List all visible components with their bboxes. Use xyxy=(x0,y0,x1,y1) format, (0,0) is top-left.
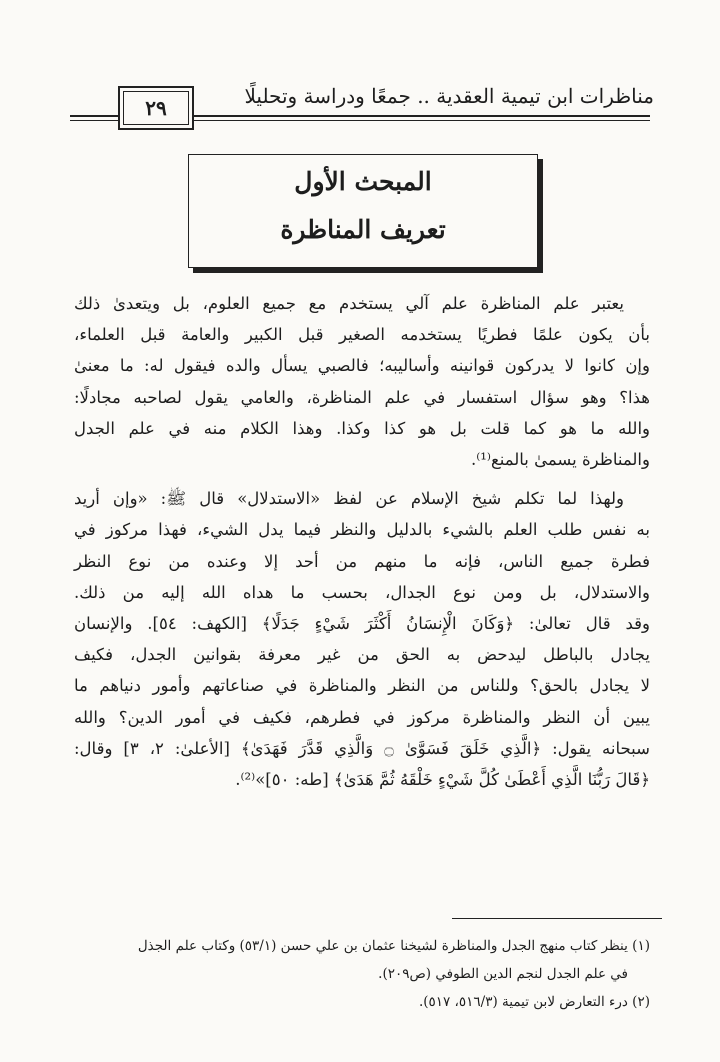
footnotes xyxy=(76,932,650,1016)
text-line: بأن يكون علمًا فطريًا يستخدمه الصغير قبل الكبير والعامة قبل العلماء، xyxy=(74,325,650,345)
text-line: يجادل بالباطل ليدحض به الحق من غير معرفة بقوانين الجدل، فكيف xyxy=(74,645,650,665)
footnote-separator xyxy=(452,918,662,919)
text-line: سبحانه يقول: ﴿الَّذِي خَلَقَ فَسَوَّىٰ ۝ وَالَّذِي قَدَّرَ فَهَدَىٰ﴾ [الأعلىٰ: ٢، ٣] وقال: xyxy=(74,738,650,758)
text-line: والمناظرة يسمىٰ بالمنع⁽¹⁾. xyxy=(470,450,650,470)
text-line: به نفس طلب العلم بالشيء بالدليل والنظر فيما يدل الشيء، فهذا مركوز في xyxy=(74,520,650,540)
text-line: يعتبر علم المناظرة علم آلي يستخدم مع جميع العلوم، بل ويتعدىٰ ذلك xyxy=(74,294,624,313)
text-line: هذا؟ وهو سؤال استفسار في علم المناظرة، والعامي يقول لصاحبه مجادلًا: xyxy=(74,387,650,407)
text-line: والاستدلال، بل ومن نوع الجدال، بحسب ما هداه الله إليه من ذلك. xyxy=(74,582,650,602)
text-line: ولهذا لما تكلم شيخ الإسلام عن لفظ «الاستدلال» قال ﷺ: «وإن أريد xyxy=(74,489,624,509)
text-line: يبين أن النظر والمناظرة مركوز في فطرهم، فكيف في أمور الدين؟ والله xyxy=(74,707,650,727)
section-subtitle: تعريف المناظرة xyxy=(280,215,446,244)
text-line: لا يجادل بالحق؟ وللناس من النظر والمناظرة في صناعاتهم وأمور دنياهم ما xyxy=(74,676,650,696)
page-number-frame xyxy=(118,86,194,130)
text-line: وإن كانوا لا يدركون قوانينه وأساليبه؛ فالصبي يسأل والده فيقول له: ما معنىٰ xyxy=(74,356,650,376)
footnote-1: (١) ينظر كتاب منهج الجدل والمناظرة لشيخنا عثمان بن علي حسن (٥٣/١) وكتاب علم الجذل xyxy=(137,938,650,954)
section-heading-box xyxy=(188,154,538,268)
text-line: فطرة جميع الناس، فإنه ما منهم من أحد إلا وعنده من نوع النظر xyxy=(74,551,650,571)
page-number: ٢٩ xyxy=(145,96,167,120)
text-line: والله ما هو كما قلت بل هو كذا وكذا. وهذا الكلام منه في علم الجدل xyxy=(74,418,650,438)
text-line: وقد قال تعالىٰ: ﴿وَكَانَ الْإِنسَانُ أَكْثَرَ شَيْءٍ جَدَلًا﴾ [الكهف: ٥٤]. والإنسان xyxy=(74,614,650,634)
body-text xyxy=(74,288,650,795)
footnote-2: (٢) درء التعارض لابن تيمية (٥١٦/٣، ٥١٧). xyxy=(418,994,650,1010)
paragraph-1 xyxy=(74,288,650,475)
text-line: ﴿قَالَ رَبُّنَا الَّذِي أَعْطَىٰ كُلَّ شَيْءٍ خَلْقَهُ ثُمَّ هَدَىٰ﴾ [طه: ٥٠]»⁽²⁾. xyxy=(235,770,650,790)
footnote-1-continued: في علم الجدل لنجم الدين الطوفي (ص٢٠٩). xyxy=(378,966,628,982)
running-header: مناظرات ابن تيمية العقدية .. جمعًا ودراسة وتحليلًا xyxy=(244,84,654,108)
section-title: المبحث الأول xyxy=(294,167,432,196)
paragraph-2 xyxy=(74,483,650,795)
